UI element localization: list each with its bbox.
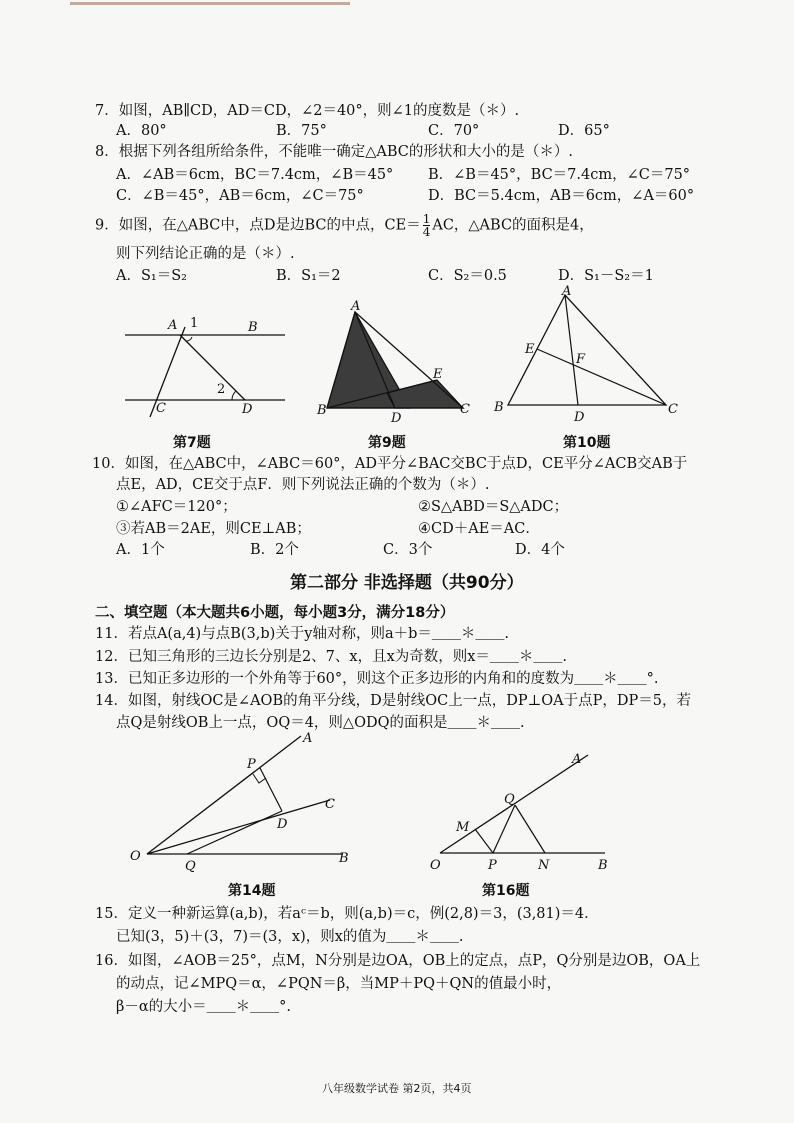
fig10-label-c: C	[668, 402, 678, 417]
fig16-label-b: B	[598, 858, 608, 873]
fig16-label-p: P	[488, 858, 497, 873]
q16-line3: β－α的大小＝＿＿＊＿＿°.	[116, 999, 292, 1015]
q8-option-d: D．BC＝5.4cm，AB＝6cm，∠A＝60°	[428, 188, 695, 204]
fig14-label-a: A	[303, 731, 313, 746]
fig7-label-2: 2	[217, 382, 226, 397]
fig14-label-d: D	[277, 817, 288, 832]
fig7-label-c: C	[156, 401, 166, 416]
part2-title: 第二部分 非选择题（共90分）	[290, 573, 524, 593]
q10-statement-2: ②S△ABD＝S△ADC；	[418, 499, 569, 515]
fig16-label-n: N	[538, 858, 550, 873]
q9-stem	[95, 213, 594, 238]
fig9-label-d: D	[391, 411, 402, 426]
q7-stem: 7．如图，AB∥CD，AD＝CD，∠2＝40°，则∠1的度数是（＊）.	[95, 103, 520, 119]
fig16-caption: 第16题	[482, 883, 530, 899]
q10-line1: 10．如图，在△ABC中，∠ABC＝60°，AD平分∠BAC交BC于点D，CE平分∠ACB交AB于	[92, 456, 688, 472]
q9-fraction	[423, 213, 431, 238]
fig7-label-d: D	[242, 402, 253, 417]
q13: 13．已知正多边形的一个外角等于60°，则这个正多边形的内角和的度数为＿＿＊＿＿°.	[95, 671, 659, 687]
figure-16	[420, 745, 620, 875]
fig7-caption: 第7题	[173, 435, 211, 451]
figure-10	[490, 285, 690, 425]
q14-line1: 14．如图，射线OC是∠AOB的角平分线，D是射线OC上一点，DP⊥OA于点P，DP＝5，若	[95, 693, 691, 709]
q8-option-c: C．∠B＝45°，AB＝6cm，∠C＝75°	[116, 188, 364, 204]
q12: 12．已知三角形的三边长分别是2、7、x，且x为奇数，则x＝＿＿＊＿＿.	[95, 649, 568, 665]
q16-line1: 16．如图，∠AOB＝25°，点M，N分别是边OA，OB上的定点，点P，Q分别是边OB，OA上	[95, 953, 701, 969]
q14-line2: 点Q是射线OB上一点，OQ＝4，则△ODQ的面积是＿＿＊＿＿.	[116, 715, 525, 731]
fig14-caption: 第14题	[228, 883, 276, 899]
fig10-label-b: B	[494, 400, 504, 415]
figure-9	[315, 298, 480, 426]
fig10-label-a: A	[562, 285, 572, 299]
q7-option-c: C．70°	[428, 123, 480, 139]
fig16-label-o: O	[430, 858, 441, 873]
q15-line2: 已知(3，5)＋(3，7)＝(3，x)，则x的值为＿＿＊＿＿.	[116, 929, 464, 945]
q9-stem-part-b: AC，△ABC的面积是4，	[432, 217, 594, 234]
fig14-label-o: O	[130, 849, 141, 864]
scan-edge-mark	[70, 2, 350, 5]
q15-line1: 15．定义一种新运算(a,b)，若aᶜ＝b，则(a,b)＝c，例(2,8)＝3，(3,81)＝4．	[95, 906, 599, 922]
q10-option-c: C．3个	[383, 542, 433, 558]
fig14-label-q: Q	[185, 859, 196, 874]
q11: 11．若点A(a,4)与点B(3,b)关于y轴对称，则a＋b＝＿＿＊＿＿.	[95, 626, 510, 642]
q10-line2: 点E，AD，CE交于点F．则下列说法正确的个数为（＊）.	[116, 477, 490, 493]
q9-option-a: A．S₁＝S₂	[116, 268, 187, 284]
q7-option-b: B．75°	[276, 123, 327, 139]
q8-stem: 8．根据下列各组所给条件，不能唯一确定△ABC的形状和大小的是（＊）.	[95, 144, 573, 160]
fig9-caption: 第9题	[368, 435, 406, 451]
figure-14	[125, 728, 365, 876]
q10-statement-4: ④CD＋AE＝AC．	[418, 521, 540, 537]
fig9-label-a: A	[351, 299, 361, 314]
q8-option-a: A．∠AB＝6cm，BC＝7.4cm，∠B＝45°	[116, 167, 394, 183]
fig14-label-p: P	[247, 757, 256, 772]
fig16-label-a: A	[572, 752, 582, 767]
q9-fraction-numerator: 1	[422, 212, 431, 226]
fig7-label-a: A	[168, 318, 178, 333]
fig10-label-d: D	[574, 410, 585, 425]
fig14-label-b: B	[339, 851, 349, 866]
q10-option-a: A．1个	[116, 542, 165, 558]
q9-fraction-denominator: 4	[422, 225, 431, 239]
fig10-caption: 第10题	[563, 435, 611, 451]
fig14-label-c: C	[325, 797, 335, 812]
fig7-label-1: 1	[190, 316, 199, 331]
q10-option-b: B．2个	[250, 542, 299, 558]
q9-stem-part-a: 9．如图，在△ABC中，点D是边BC的中点，CE＝	[95, 217, 421, 234]
fig16-label-q: Q	[504, 792, 515, 807]
q10-statement-1: ①∠AFC＝120°；	[116, 499, 237, 515]
fig9-label-c: C	[460, 402, 470, 417]
q16-line2: 的动点，记∠MPQ＝α，∠PQN＝β，当MP＋PQ＋QN的值最小时，	[116, 976, 562, 992]
figure-7	[120, 305, 290, 425]
fig7-label-b: B	[248, 320, 258, 335]
fig10-label-f: F	[576, 352, 586, 367]
page-footer: 八年级数学试卷 第2页，共4页	[322, 1082, 472, 1095]
fig10-label-e: E	[525, 342, 535, 357]
q10-statement-3: ③若AB＝2AE，则CE⊥AB；	[116, 521, 311, 537]
q7-option-a: A．80°	[116, 123, 167, 139]
q9-stem-line2: 则下列结论正确的是（＊）.	[116, 246, 295, 262]
q9-option-b: B．S₁＝2	[276, 268, 341, 284]
q9-option-d: D．S₁－S₂＝1	[558, 268, 654, 284]
fig9-label-b: B	[317, 403, 327, 418]
fig9-label-e: E	[433, 367, 443, 382]
q7-option-d: D．65°	[558, 123, 610, 139]
q9-option-c: C．S₂＝0.5	[428, 268, 507, 284]
fig16-label-m: M	[456, 820, 470, 835]
fill-in-header: 二、填空题（本大题共6小题，每小题3分，满分18分）	[95, 605, 455, 621]
q8-option-b: B．∠B＝45°，BC＝7.4cm，∠C＝75°	[428, 167, 691, 183]
q10-option-d: D．4个	[515, 542, 565, 558]
